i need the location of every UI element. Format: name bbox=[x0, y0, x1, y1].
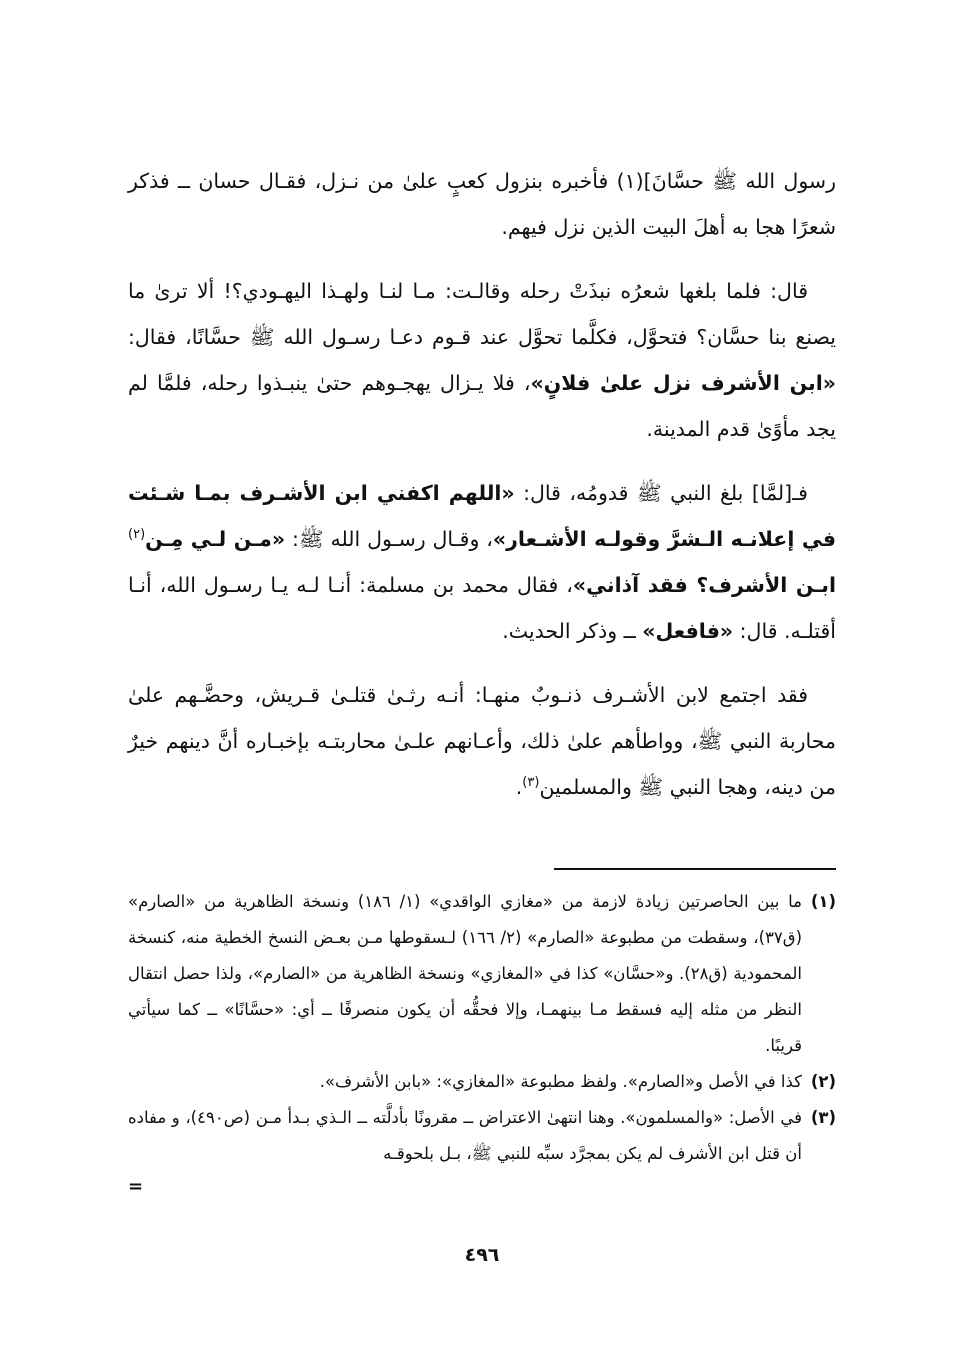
paragraph-4 bbox=[128, 672, 836, 810]
footnote-1-text: ما بين الحاصرتين زيادة لازمة من «مغازي الواقدي» (١/ ١٨٦) ونسخة الظاهرية من «الصارم» (ق٣٧)، وسقطت من مطبوعة «الصارم» (٢/ ١٦٦) لـسقوطها مـن بعـض النسخ الخطية منه، كنسخة المحمودية (ق٢٨). و«حسَّان» كذا في «المغازي» ونسخة الظاهرية من «الصارم»، ولذا حصل انتقال النظر من مثله إليه فسقط مـا بينهمـا، وإلا فحقُّه أن يكون منصرفًا ــ أي: «حسَّانًا» ــ كما سيأتي قريبًا. bbox=[128, 892, 803, 1055]
paragraph-3-text-f: ، فقال محمد بن مسلمة: أنـا لـه يـا رسـول الله، أنـا أقتلـه. قال: bbox=[128, 573, 836, 643]
footnotes bbox=[128, 884, 836, 1202]
footnote-divider bbox=[554, 868, 836, 870]
footnote-1-number: (١) bbox=[810, 892, 836, 911]
paragraph-2 bbox=[128, 268, 836, 452]
footnote-2 bbox=[128, 1064, 836, 1100]
footnote-continuation-mark: = bbox=[128, 1176, 144, 1197]
paragraph-3 bbox=[128, 470, 836, 654]
footnote-ref-3[interactable]: (٣) bbox=[522, 775, 540, 791]
paragraph-4-end: . bbox=[515, 775, 523, 799]
paragraph-3-quote-prayer: «اللهم اكفني ابن الأشـرف بمـا شـئت في إعلانـه الـشرَّ وقولـه الأشـعار» bbox=[128, 481, 836, 551]
paragraph-3-text-h: ــ وذكر الحديث. bbox=[502, 619, 643, 643]
footnote-3-text: في الأصل: «والمسلمون». وهنا انتهىٰ الاعتراض ــ مقرونًا بأدلَّته ــ الـذي بـدأ مـن (ص٤٩٠)، و مفاده أن قتل ابن الأشرف لم يكن بمجرَّد سبِّه للنبي ﷺ، بـل بلحوقـه bbox=[128, 1108, 802, 1163]
paragraph-3-quote-who: «مـن لـي مِـن bbox=[145, 527, 286, 551]
paragraph-2-quote: «ابن الأشرف نزل علىٰ فلانٍ» bbox=[530, 371, 836, 395]
page-number: ٤٩٦ bbox=[464, 1244, 500, 1266]
footnote-3 bbox=[128, 1100, 836, 1172]
paragraph-3-quote-who-end: ابـن الأشرف؟ فقد آذاني» bbox=[572, 573, 836, 597]
page-body bbox=[128, 158, 836, 1361]
paragraph-2-text-a: قال: فلما بلغها شعرُه نبذَتْ رحله وقالـت: مـا لنـا ولهـذا اليهـودي؟! ألا ترىٰ ما يصنع بنا حسَّان؟ فتحوَّل، فكلَّما تحوَّل عند قـوم دعـا رسـول الله ﷺ حسَّانًا، فقال: bbox=[128, 279, 836, 349]
footnote-2-text: كذا في الأصل و«الصارم». ولفظ مطبوعة «المغازي»: «بابن الأشرف». bbox=[319, 1072, 802, 1091]
paragraph-1-text: رسول الله ﷺ حسَّانَ](١) فأخبره بنزول كعبٍ علىٰ من نـزل، فقـال حسان ــ فذكر شعرًا هجا به أهلَ البيت الذين نزل فيهم. bbox=[128, 169, 836, 239]
footnote-3-number: (٣) bbox=[810, 1108, 836, 1127]
paragraph-4-text: فقد اجتمع لابن الأشـرف ذنـوبٌ منهـا: أنـه رثـىٰ قتلـىٰ قـريش، وحضَّـهم علىٰ محاربة النبي ﷺ، وواطأهم علىٰ ذلك، وأعـانهم علـىٰ محاربتـه بإخبـاره أنَّ دينهم خيرٌ من دينه، وهجا النبي ﷺ والمسلمين bbox=[128, 683, 836, 799]
paragraph-1 bbox=[128, 158, 836, 250]
footnote-2-number: (٢) bbox=[810, 1072, 836, 1091]
paragraph-3-text-a: فـ[لمَّا] بلغ النبي ﷺ قدومُه، قال: bbox=[514, 481, 808, 505]
paragraph-3-text-c: ، وقـال رسـول الله ﷺ: bbox=[285, 527, 493, 551]
paragraph-2-text-c: ، فلا يـزال يهجـوهم حتىٰ ينبـذوا رحله، فلمَّا لم يجد مأوًىٰ قدم المدينة. bbox=[128, 371, 836, 441]
footnote-ref-2[interactable]: (٢) bbox=[128, 527, 146, 543]
footnote-1 bbox=[128, 884, 836, 1064]
paragraph-3-quote-do-it: «فافعل» bbox=[642, 619, 734, 643]
